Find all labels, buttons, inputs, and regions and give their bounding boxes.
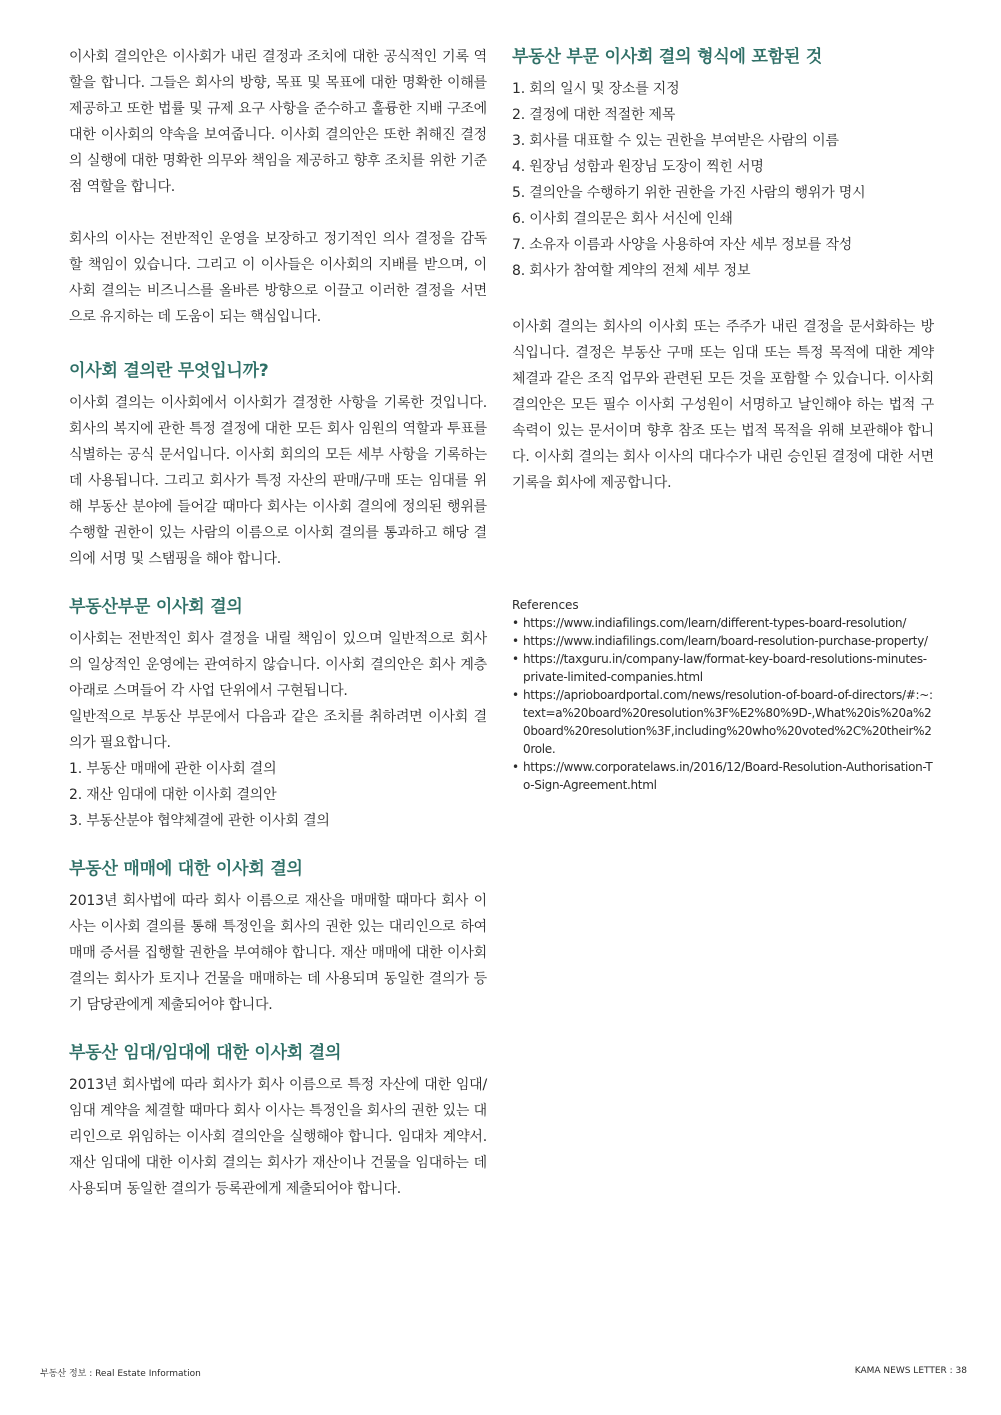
lease-paragraph: 2013년 회사법에 따라 회사가 회사 이름으로 특정 자산에 대한 임대/임대 계약을 체결할 때마다 회사 이사는 특정인을 회사의 권한 있는 대리인으로 위임하는 이사회 결의안을 실행해야 합니다. 임대차 계약서. 재산 임대에 대한 이사회 결의는 회사가 재산이나 건물을 임대하는 데 사용되며 동일한 결의가 등록관에게 제출되어야 합니다.	[69, 1077, 487, 1197]
reference-link[interactable]: • https://www.indiafilings.com/learn/different-types-board-resolution/	[512, 614, 934, 632]
intro-paragraph-2: 회사의 이사는 전반적인 운영을 보장하고 정기적인 의사 결정을 감독할 책임이 있습니다. 그리고 이 이사들은 이사회의 지배를 받으며, 이사회 결의는 비즈니스를 올바른 방향으로 이끌고 이러한 결정을 서면으로 유지하는 데 도움이 되는 핵심입니다.	[69, 231, 487, 325]
list-item: 1. 회의 일시 및 장소를 지정	[512, 81, 680, 97]
format-list	[512, 76, 934, 284]
sale-paragraph: 2013년 회사법에 따라 회사 이름으로 재산을 매매할 때마다 회사 이사는 이사회 결의를 통해 특정인을 회사의 권한 있는 대리인으로 하여 매매 증서를 집행할 권한을 부여해야 합니다. 재산 매매에 대한 이사회 결의는 회사가 토지나 건물을 매매하는 데 사용되며 동일한 결의가 등기 담당관에게 제출되어야 합니다.	[69, 893, 487, 1013]
list-item: 2. 재산 임대에 대한 이사회 결의안	[69, 787, 277, 803]
list-item: 7. 소유자 이름과 사양을 사용하여 자산 세부 정보를 작성	[512, 237, 853, 253]
heading-what-is-board-resolution: 이사회 결의란 무엇입니까?	[69, 361, 269, 381]
heading-real-estate-resolution: 부동산부문 이사회 결의	[69, 597, 243, 617]
list-item: 3. 부동산분야 협약체결에 관한 이사회 결의	[69, 813, 330, 829]
real-estate-list	[69, 756, 487, 834]
footer-page-number: KAMA NEWS LETTER : 38	[854, 1366, 967, 1376]
references-title: References	[512, 598, 579, 612]
reference-link[interactable]: • https://aprioboardportal.com/news/resolution-of-board-of-directors/#:~:text=a%20board%20resolution%3F%E2%80%9D-,What%20is%20a%20board%20resolution%3F,including%20who%20voted%2C%20their%20role.	[512, 686, 934, 758]
heading-lease-resolution: 부동산 임대/임대에 대한 이사회 결의	[69, 1043, 342, 1063]
references-list	[512, 614, 934, 794]
list-item: 2. 결정에 대한 적절한 제목	[512, 107, 676, 123]
list-item: 1. 부동산 매매에 관한 이사회 결의	[69, 761, 277, 777]
list-item: 8. 회사가 참여할 계약의 전체 세부 정보	[512, 263, 751, 279]
list-item: 6. 이사회 결의문은 회사 서신에 인쇄	[512, 211, 733, 227]
left-column	[69, 44, 487, 1202]
heading-format-contents: 부동산 부문 이사회 결의 형식에 포함된 것	[512, 47, 823, 67]
real-estate-paragraph-1: 이사회는 전반적인 회사 결정을 내릴 책임이 있으며 일반적으로 회사의 일상적인 운영에는 관여하지 않습니다. 이사회 결의안은 회사 계층 아래로 스며들어 각 사업 단위에서 구현됩니다.	[69, 631, 487, 699]
right-column	[512, 44, 934, 794]
what-paragraph: 이사회 결의는 이사회에서 이사회가 결정한 사항을 기록한 것입니다. 회사의 복지에 관한 특정 결정에 대한 모든 회사 임원의 역할과 투표를 식별하는 공식 문서입니다. 이사회 회의의 모든 세부 사항을 기록하는 데 사용됩니다. 그리고 회사가 특정 자산의 판매/구매 또는 임대를 위해 부동산 분야에 들어갈 때마다 회사는 이사회 결의에 정의된 행위를 수행할 권한이 있는 사람의 이름으로 이사회 결의를 통과하고 해당 결의에 서명 및 스탬핑을 해야 합니다.	[69, 395, 487, 567]
list-item: 4. 원장님 성함과 원장님 도장이 찍힌 서명	[512, 159, 764, 175]
summary-paragraph: 이사회 결의는 회사의 이사회 또는 주주가 내린 결정을 문서화하는 방식입니다. 결정은 부동산 구매 또는 임대 또는 특정 목적에 대한 계약 체결과 같은 조직 업무와 관련된 모든 것을 포함할 수 있습니다. 이사회 결의안은 모든 필수 이사회 구성원이 서명하고 날인해야 하는 법적 구속력이 있는 문서이며 향후 참조 또는 법적 목적을 위해 보관해야 합니다. 이사회 결의는 회사 이사의 대다수가 내린 승인된 결정에 대한 서면 기록을 회사에 제공합니다.	[512, 319, 934, 491]
list-item: 5. 결의안을 수행하기 위한 권한을 가진 사람의 행위가 명시	[512, 185, 866, 201]
reference-link[interactable]: • https://www.indiafilings.com/learn/board-resolution-purchase-property/	[512, 632, 934, 650]
real-estate-paragraph-2: 일반적으로 부동산 부문에서 다음과 같은 조치를 취하려면 이사회 결의가 필요합니다.	[69, 709, 487, 751]
reference-link[interactable]: • https://www.corporatelaws.in/2016/12/Board-Resolution-Authorisation-To-Sign-Agreement.html	[512, 758, 934, 794]
intro-paragraph-1: 이사회 결의안은 이사회가 내린 결정과 조치에 대한 공식적인 기록 역할을 합니다. 그들은 회사의 방향, 목표 및 목표에 대한 명확한 이해를 제공하고 또한 법률 및 규제 요구 사항을 준수하고 훌륭한 지배 구조에 대한 이사회의 약속을 보여줍니다. 이사회 결의안은 또한 취해진 결정의 실행에 대한 명확한 의무와 책임을 제공하고 향후 조치를 위한 기준점 역할을 합니다.	[69, 49, 487, 195]
heading-sale-resolution: 부동산 매매에 대한 이사회 결의	[69, 859, 303, 879]
footer-section-label: 부동산 정보 : Real Estate Information	[40, 1369, 201, 1379]
reference-link[interactable]: • https://taxguru.in/company-law/format-key-board-resolutions-minutes-private-limited-companies.html	[512, 650, 934, 686]
list-item: 3. 회사를 대표할 수 있는 권한을 부여받은 사람의 이름	[512, 133, 839, 149]
